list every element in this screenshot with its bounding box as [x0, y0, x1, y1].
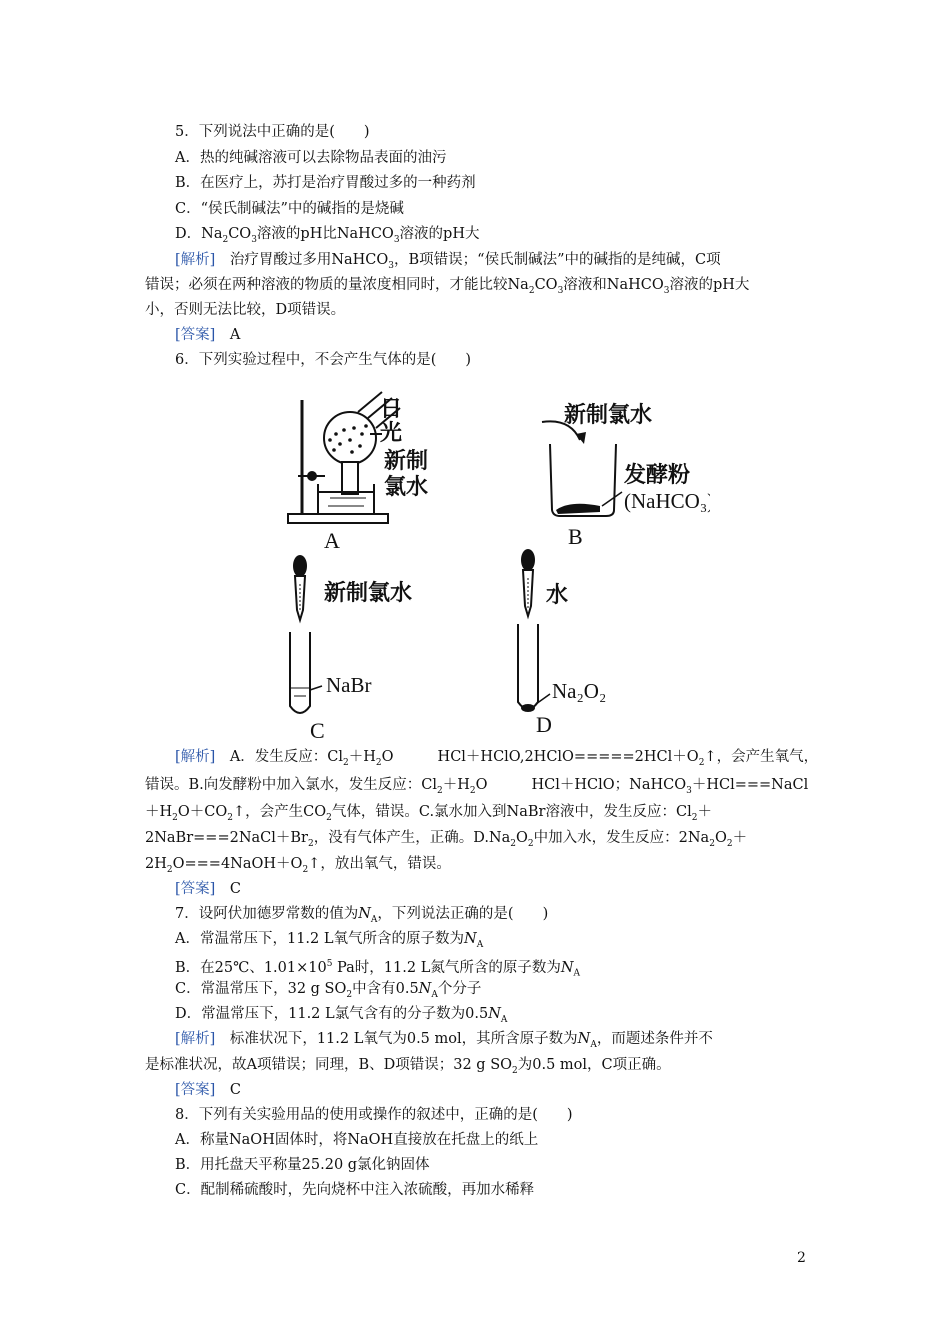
- q8-stem: 8．下列有关实验用品的使用或操作的叙述中，正确的是( ): [175, 1107, 573, 1123]
- inverted-flask: [324, 412, 376, 464]
- analysis-tag: [解析]: [175, 749, 216, 765]
- arrow-head-icon: [576, 432, 586, 444]
- analysis-tag: [解析]: [175, 1031, 216, 1047]
- dropper-tube: [523, 570, 533, 616]
- label-nabr: NaBr: [326, 673, 372, 697]
- label-chlorine-a-2: 氯水: [384, 475, 429, 500]
- q7-answer: [答案] C: [175, 1082, 241, 1098]
- label-pointer: [602, 492, 622, 506]
- q7-analysis-line-2: 是标准状况，故A项错误；同理，B、D项错误；32 g $SO_2$为0.5 mol，C项正确。: [145, 1057, 671, 1076]
- q8-option-a: A．称量NaOH固体时，将NaOH直接放在托盘上的纸上: [175, 1132, 539, 1148]
- label-option-c: C: [310, 718, 325, 743]
- q7-analysis-line-1: [解析] 标准状况下，11.2 L氧气为0.5 mol，其所含原子数为$N_A$，而题述条件并不: [175, 1031, 713, 1050]
- answer-tag: [答案]: [175, 1082, 216, 1098]
- q7-option-a: A．常温常压下，11.2 L氧气所含的原子数为$N_A$: [175, 931, 484, 950]
- sodium-peroxide-solid: [521, 704, 535, 712]
- label-sun-1: 日: [380, 397, 403, 422]
- label-option-d: D: [536, 712, 552, 737]
- q5-option-c: C．“侯氏制碱法”中的碱指的是烧碱: [175, 201, 404, 217]
- q6-analysis-line-5: $2H_2O===4NaOH+O_2↑$，放出氧气，错误。: [145, 856, 451, 875]
- label-na2o2: Na₂O₂: [552, 679, 607, 703]
- page-number: 2: [797, 1250, 806, 1266]
- q6-answer: [答案] C: [175, 881, 241, 897]
- q5-stem: 5．下列说法中正确的是( ): [175, 124, 370, 140]
- q6-analysis-line-2: 错误。B.向发酵粉中加入氯水，发生反应：$Cl_2+H_2O$ HCl＋HClO；NaHCO$_3$＋HCl===NaCl: [145, 777, 809, 796]
- flask-neck: [342, 462, 358, 494]
- answer-tag: [答案]: [175, 327, 216, 343]
- q5-analysis-line-3: 小，否则无法比较，D项错误。: [145, 302, 346, 318]
- analysis-tag: [解析]: [175, 252, 216, 268]
- label-chlorine-c: 新制氯水: [324, 581, 413, 606]
- answer-tag: [答案]: [175, 881, 216, 897]
- chlorine-water-dots: [328, 424, 368, 454]
- q7-option-b: B．在25℃、$1.01\times 10^5$ Pa时，11.2 L氮气所含的原子数为$N_A$: [175, 959, 581, 979]
- q7-option-c: C．常温常压下，32 g $SO_2$中含有$0.5N_A$个分子: [175, 981, 482, 1000]
- label-chlorine-b: 新制氯水: [564, 403, 653, 428]
- q5-option-d: D．$Na_2CO_3$溶液的pH比NaHCO$_3$溶液的pH大: [175, 226, 480, 245]
- label-water: 水: [546, 583, 569, 608]
- clamp-screw: [308, 472, 316, 480]
- dropper-bulb: [522, 550, 534, 570]
- q8-option-c: C．配制稀硫酸时，先向烧杯中注入浓硫酸，再加水稀释: [175, 1182, 535, 1198]
- stand-base: [288, 514, 388, 523]
- q6-apparatus-figure: [270, 388, 710, 744]
- label-pointer: [310, 686, 322, 690]
- q8-option-b: B．用托盘天平称量25.20 g氯化钠固体: [175, 1157, 430, 1173]
- q5-answer: [答案] A: [175, 327, 241, 343]
- q5-analysis-line-1: [解析] 治疗胃酸过多用NaHCO$_3$，B项错误；“侯氏制碱法”中的碱指的是纯碱，C项: [175, 252, 721, 271]
- test-tube: [518, 624, 538, 709]
- label-option-b: B: [568, 524, 583, 549]
- label-powder: 发酵粉: [624, 463, 691, 488]
- q5-option-a: A．热的纯碱溶液可以去除物品表面的油污: [175, 150, 447, 166]
- label-chlorine-a-1: 新制: [384, 449, 429, 474]
- q7-option-d: D．常温常压下，11.2 L氯气含有的分子数为$0.5N_A$: [175, 1006, 508, 1025]
- label-sun-2: 光: [380, 421, 403, 446]
- test-tube: [290, 632, 310, 713]
- apparatus-diagram: [270, 388, 710, 744]
- label-option-a: A: [324, 528, 340, 553]
- baking-powder: [556, 504, 600, 514]
- q6-analysis-line-1: [解析] A．发生反应：$Cl_2+H_2O$ $HCl+HClO,2HClO=====2HCl+O_2↑$，会产生氧气，: [175, 749, 819, 768]
- q6-analysis-line-4: $2NaBr===2NaCl+Br_2$，没有气体产生，正确。$D.Na_2O_2$中加入水，发生反应：$2Na_2O_2+$: [145, 830, 748, 849]
- q5-analysis-line-2: 错误；必须在两种溶液的物质的量浓度相同时，才能比较$Na_2CO_3$溶液和NaHCO$_3$溶液的pH大: [145, 277, 750, 296]
- label-powder-formula: (NaHCO₃): [624, 489, 710, 513]
- q7-stem: 7．设阿伏加德罗常数的值为$N_A$，下列说法正确的是( ): [175, 906, 549, 925]
- q5-option-b: B．在医疗上，苏打是治疗胃酸过多的一种药剂: [175, 175, 476, 191]
- q6-stem: 6．下列实验过程中，不会产生气体的是( ): [175, 352, 472, 368]
- q6-analysis-line-3: $+H_2O+CO_2↑$，会产生$CO_2$气体，错误。C.氯水加入到NaBr溶液中，发生反应：$Cl_2+$: [145, 804, 712, 823]
- dropper-bulb: [294, 556, 306, 576]
